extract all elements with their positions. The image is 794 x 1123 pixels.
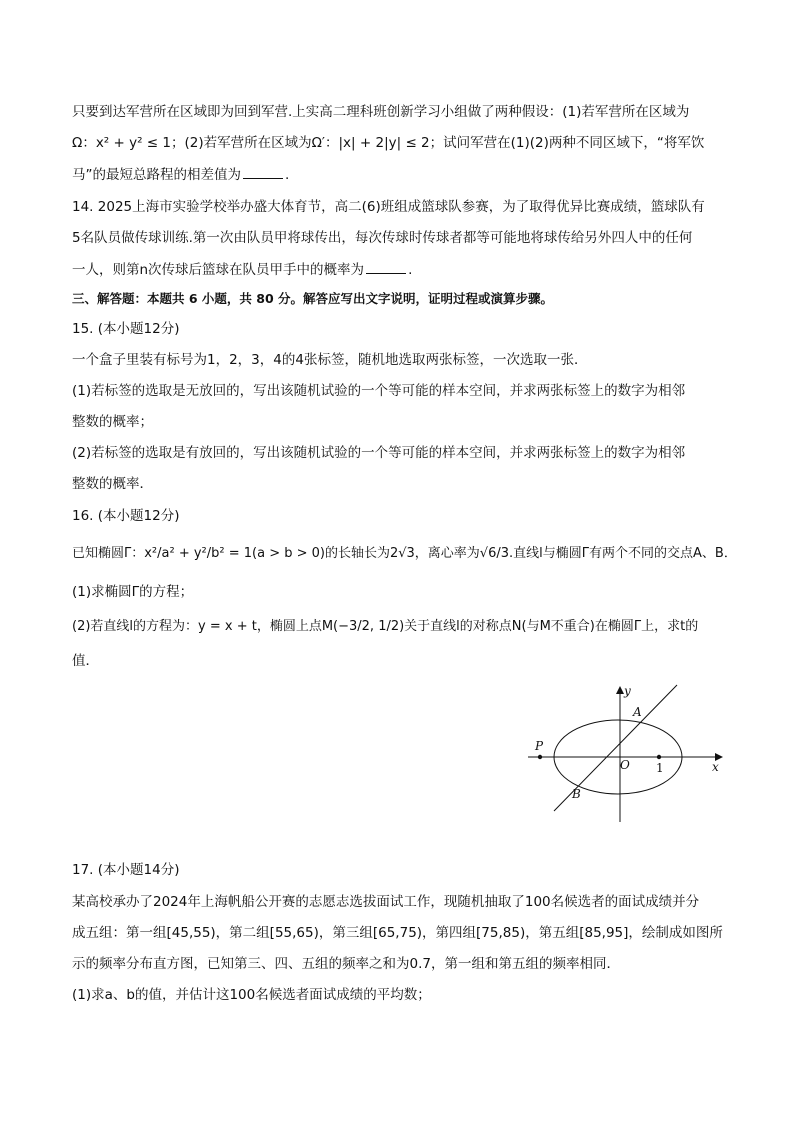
question-17-stem-3: 示的频率分布直方图，已知第三、四、五组的频率之和为0.7，第一组和第五组的频率相同． [72, 956, 620, 972]
question-17-stem-2: 成五组：第一组[45,55)，第二组[55,65)，第三组[65,75)，第四组[75,85)，第五组[85,95]，绘制成如图所 [72, 925, 723, 941]
y-axis-arrow [616, 686, 624, 694]
question-14-line-1: 14. 2025上海市实验学校举办盛大体育节，高二(6)班组成篮球队参赛，为了取得优异比赛成绩，篮球队有 [72, 199, 705, 215]
label-p: P [535, 739, 544, 753]
label-a: A [633, 705, 642, 719]
text-line-2-content: Ω：x² + y² ≤ 1；(2)若军营所在区域为Ω′：|x| + 2|y| ≤ 2；试问军营在(1)(2)两种不同区域下，“将军饮 [72, 135, 705, 151]
answer-blank-14[interactable] [366, 259, 406, 274]
text-line-3-period: . [285, 167, 290, 183]
question-17-stem-1: 某高校承办了2024年上海帆船公开赛的志愿志选拔面试工作，现随机抽取了100名候选者的面试成绩并分 [72, 894, 700, 910]
point-one [657, 755, 661, 759]
question-16-part-2: (2)若直线l的方程为：y = x + t，椭圆上点M(−3/2, 1/2)关于直线l的对称点N(与M不重合)在椭圆Γ上，求t的 [72, 619, 699, 634]
text-line-1: 只要到达军营所在区域即为回到军营.上实高二理科班创新学习小组做了两种假设：(1)若军营所在区域为 [72, 104, 690, 120]
question-17-part-1: (1)求a、b的值，并估计这100名候选者面试成绩的平均数； [72, 987, 431, 1003]
question-14-line-2: 5名队员做传球训练.第一次由队员甲将球传出，每次传球时传球者都等可能地将球传给另外四人中的任何 [72, 230, 693, 246]
text-line-3 [72, 164, 734, 184]
section-heading: 三、解答题：本题共 6 小题，共 80 分。解答应写出文字说明，证明过程或演算步骤。 [72, 291, 554, 306]
label-one: 1 [656, 761, 664, 775]
point-p [538, 755, 542, 759]
text-line-2 [72, 133, 734, 153]
question-17-header: 17. (本小题14分) [72, 862, 180, 878]
ellipse-figure [520, 680, 750, 830]
text-line-3-content: 马”的最短总路程的相差值为 [72, 167, 241, 183]
question-15-part-1: (1)若标签的选取是无放回的，写出该随机试验的一个等可能的样本空间，并求两张标签上的数字为相邻 [72, 383, 686, 399]
question-14-line-3-content: 一人，则第n次传球后篮球在队员甲手中的概率为 [72, 262, 365, 278]
label-y: y [624, 684, 631, 698]
label-x: x [712, 760, 719, 774]
question-15-part-2-cont: 整数的概率． [72, 476, 153, 492]
question-14-period: . [408, 262, 413, 278]
question-15-part-1-cont: 整数的概率； [72, 414, 153, 430]
question-15-part-2: (2)若标签的选取是有放回的，写出该随机试验的一个等可能的样本空间，并求两张标签上的数字为相邻 [72, 445, 686, 461]
label-o: O [620, 758, 630, 772]
question-16-part-1: (1)求椭圆Γ的方程； [72, 584, 194, 600]
label-b: B [572, 787, 581, 801]
answer-blank-13[interactable] [243, 164, 283, 179]
question-14-line-3 [72, 259, 734, 279]
question-16-part-2-cont: 值． [72, 653, 99, 669]
question-15-header: 15. (本小题12分) [72, 321, 180, 337]
question-16-header: 16. (本小题12分) [72, 508, 180, 524]
question-15-stem: 一个盒子里装有标号为1，2，3，4的4张标签，随机地选取两张标签，一次选取一张． [72, 352, 588, 368]
question-16-stem: 已知椭圆Γ：x²/a² + y²/b² = 1(a > b > 0)的长轴长为2√3，离心率为√6/3.直线l与椭圆Γ有两个不同的交点A、B． [72, 546, 737, 561]
